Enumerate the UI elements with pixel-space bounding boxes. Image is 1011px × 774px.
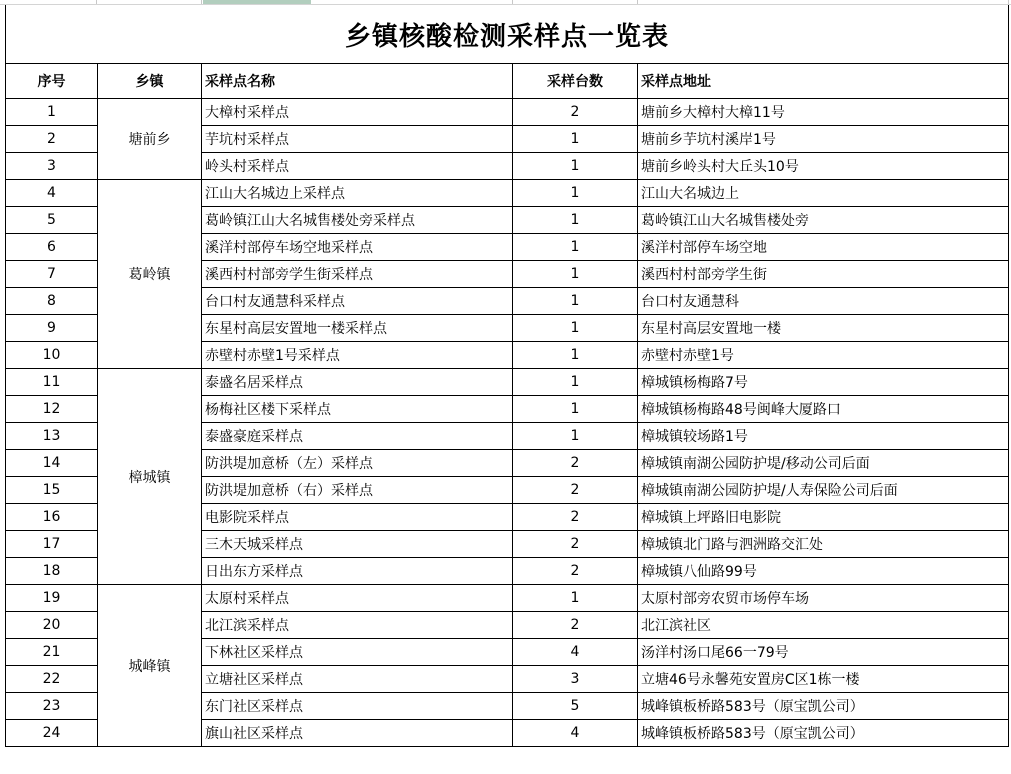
- cell-devices[interactable]: 1: [513, 180, 638, 207]
- cell-site-name[interactable]: 葛岭镇江山大名城售楼处旁采样点: [202, 207, 513, 234]
- column-header-c[interactable]: [202, 0, 513, 4]
- cell-devices[interactable]: 2: [513, 531, 638, 558]
- cell-devices[interactable]: 1: [513, 396, 638, 423]
- cell-address[interactable]: 江山大名城边上: [638, 180, 1009, 207]
- title-cell[interactable]: [5, 5, 1009, 63]
- cell-devices[interactable]: 2: [513, 477, 638, 504]
- cell-index[interactable]: 11: [6, 369, 98, 396]
- table-row: [6, 180, 1009, 207]
- page-title: 乡镇核酸检测采样点一览表: [344, 21, 669, 52]
- cell-address[interactable]: 台口村友通慧科: [638, 288, 1009, 315]
- cell-index[interactable]: 4: [6, 180, 98, 207]
- cell-index[interactable]: 17: [6, 531, 98, 558]
- cell-devices[interactable]: 1: [513, 423, 638, 450]
- cell-site-name[interactable]: 东门社区采样点: [202, 693, 513, 720]
- cell-address[interactable]: 葛岭镇江山大名城售楼处旁: [638, 207, 1009, 234]
- cell-address[interactable]: 赤壁村赤壁1号: [638, 342, 1009, 369]
- cell-devices[interactable]: 2: [513, 612, 638, 639]
- cell-index[interactable]: 5: [6, 207, 98, 234]
- table-row: [6, 99, 1009, 126]
- cell-devices[interactable]: 1: [513, 369, 638, 396]
- cell-address[interactable]: 塘前乡芋坑村溪岸1号: [638, 126, 1009, 153]
- cell-index[interactable]: 20: [6, 612, 98, 639]
- cell-devices[interactable]: 1: [513, 234, 638, 261]
- cell-index[interactable]: 23: [6, 693, 98, 720]
- header-site-name[interactable]: 采样点名称: [202, 64, 513, 99]
- cell-devices[interactable]: 1: [513, 126, 638, 153]
- cell-address[interactable]: 樟城镇杨梅路48号闽峰大厦路口: [638, 396, 1009, 423]
- header-index[interactable]: 序号: [6, 64, 98, 99]
- cell-index[interactable]: 10: [6, 342, 98, 369]
- cell-devices[interactable]: 1: [513, 288, 638, 315]
- cell-town-chengfeng[interactable]: 城峰镇: [98, 585, 202, 747]
- cell-index[interactable]: 21: [6, 639, 98, 666]
- column-header-b[interactable]: [97, 0, 202, 4]
- cell-site-name[interactable]: 台口村友通慧科采样点: [202, 288, 513, 315]
- cell-address[interactable]: 城峰镇板桥路583号（原宝凯公司）: [638, 693, 1009, 720]
- cell-site-name[interactable]: 大樟村采样点: [202, 99, 513, 126]
- cell-index[interactable]: 1: [6, 99, 98, 126]
- header-devices[interactable]: 采样台数: [513, 64, 638, 99]
- sampling-sites-table: [5, 63, 1009, 747]
- cell-site-name[interactable]: 赤壁村赤壁1号采样点: [202, 342, 513, 369]
- cell-site-name[interactable]: 日出东方采样点: [202, 558, 513, 585]
- cell-devices[interactable]: 1: [513, 261, 638, 288]
- column-header-e[interactable]: [638, 0, 1009, 4]
- table-row: [6, 585, 1009, 612]
- cell-address[interactable]: 樟城镇上坪路旧电影院: [638, 504, 1009, 531]
- cell-site-name[interactable]: 太原村采样点: [202, 585, 513, 612]
- cell-index[interactable]: 12: [6, 396, 98, 423]
- cell-devices[interactable]: 2: [513, 504, 638, 531]
- cell-address[interactable]: 樟城镇八仙路99号: [638, 558, 1009, 585]
- cell-site-name[interactable]: 立塘社区采样点: [202, 666, 513, 693]
- cell-site-name[interactable]: 东星村高层安置地一楼采样点: [202, 315, 513, 342]
- cell-site-name[interactable]: 防洪堤加意桥（右）采样点: [202, 477, 513, 504]
- table-row: [6, 369, 1009, 396]
- cell-index[interactable]: 19: [6, 585, 98, 612]
- cell-address[interactable]: 樟城镇南湖公园防护堤/人寿保险公司后面: [638, 477, 1009, 504]
- cell-index[interactable]: 2: [6, 126, 98, 153]
- cell-address[interactable]: 太原村部旁农贸市场停车场: [638, 585, 1009, 612]
- cell-town-tangqian[interactable]: 塘前乡: [98, 99, 202, 180]
- cell-address[interactable]: 溪西村村部旁学生街: [638, 261, 1009, 288]
- cell-site-name[interactable]: 泰盛名居采样点: [202, 369, 513, 396]
- cell-devices[interactable]: 4: [513, 720, 638, 747]
- cell-devices[interactable]: 1: [513, 207, 638, 234]
- cell-address[interactable]: 汤洋村汤口尾66一79号: [638, 639, 1009, 666]
- cell-site-name[interactable]: 杨梅社区楼下采样点: [202, 396, 513, 423]
- cell-site-name[interactable]: 旗山社区采样点: [202, 720, 513, 747]
- cell-site-name[interactable]: 泰盛豪庭采样点: [202, 423, 513, 450]
- cell-devices[interactable]: 3: [513, 666, 638, 693]
- cell-site-name[interactable]: 电影院采样点: [202, 504, 513, 531]
- table-header-row: [6, 64, 1009, 99]
- cell-site-name[interactable]: 北江滨采样点: [202, 612, 513, 639]
- cell-site-name[interactable]: 岭头村采样点: [202, 153, 513, 180]
- cell-site-name[interactable]: 芋坑村采样点: [202, 126, 513, 153]
- cell-address[interactable]: 东星村高层安置地一楼: [638, 315, 1009, 342]
- cell-index[interactable]: 15: [6, 477, 98, 504]
- cell-town-zhangcheng[interactable]: 樟城镇: [98, 369, 202, 585]
- cell-site-name[interactable]: 溪洋村部停车场空地采样点: [202, 234, 513, 261]
- column-header-a[interactable]: [0, 0, 97, 4]
- cell-address[interactable]: 樟城镇较场路1号: [638, 423, 1009, 450]
- cell-index[interactable]: 6: [6, 234, 98, 261]
- cell-site-name[interactable]: 溪西村村部旁学生街采样点: [202, 261, 513, 288]
- cell-index[interactable]: 24: [6, 720, 98, 747]
- cell-index[interactable]: 7: [6, 261, 98, 288]
- cell-address[interactable]: 塘前乡大樟村大樟11号: [638, 99, 1009, 126]
- cell-devices[interactable]: 1: [513, 342, 638, 369]
- cell-address[interactable]: 樟城镇南湖公园防护堤/移动公司后面: [638, 450, 1009, 477]
- cell-index[interactable]: 9: [6, 315, 98, 342]
- cell-site-name[interactable]: 三木天城采样点: [202, 531, 513, 558]
- cell-address[interactable]: 立塘46号永馨苑安置房C区1栋一楼: [638, 666, 1009, 693]
- cell-address[interactable]: 樟城镇北门路与泗洲路交汇处: [638, 531, 1009, 558]
- header-town[interactable]: 乡镇: [98, 64, 202, 99]
- cell-index[interactable]: 18: [6, 558, 98, 585]
- cell-address[interactable]: 樟城镇杨梅路7号: [638, 369, 1009, 396]
- cell-devices[interactable]: 4: [513, 639, 638, 666]
- cell-devices[interactable]: 1: [513, 153, 638, 180]
- cell-devices[interactable]: 2: [513, 558, 638, 585]
- cell-site-name[interactable]: 江山大名城边上采样点: [202, 180, 513, 207]
- cell-devices[interactable]: 2: [513, 99, 638, 126]
- column-header-d[interactable]: [513, 0, 638, 4]
- cell-devices[interactable]: 2: [513, 450, 638, 477]
- cell-devices[interactable]: 1: [513, 585, 638, 612]
- cell-address[interactable]: 塘前乡岭头村大丘头10号: [638, 153, 1009, 180]
- cell-site-name[interactable]: 防洪堤加意桥（左）采样点: [202, 450, 513, 477]
- cell-index[interactable]: 22: [6, 666, 98, 693]
- cell-index[interactable]: 13: [6, 423, 98, 450]
- cell-town-geling[interactable]: 葛岭镇: [98, 180, 202, 369]
- cell-address[interactable]: 北江滨社区: [638, 612, 1009, 639]
- cell-site-name[interactable]: 下林社区采样点: [202, 639, 513, 666]
- cell-devices[interactable]: 5: [513, 693, 638, 720]
- cell-index[interactable]: 3: [6, 153, 98, 180]
- cell-index[interactable]: 8: [6, 288, 98, 315]
- cell-address[interactable]: 城峰镇板桥路583号（原宝凯公司）: [638, 720, 1009, 747]
- cell-index[interactable]: 14: [6, 450, 98, 477]
- header-address[interactable]: 采样点地址: [638, 64, 1009, 99]
- cell-devices[interactable]: 1: [513, 315, 638, 342]
- cell-index[interactable]: 16: [6, 504, 98, 531]
- cell-address[interactable]: 溪洋村部停车场空地: [638, 234, 1009, 261]
